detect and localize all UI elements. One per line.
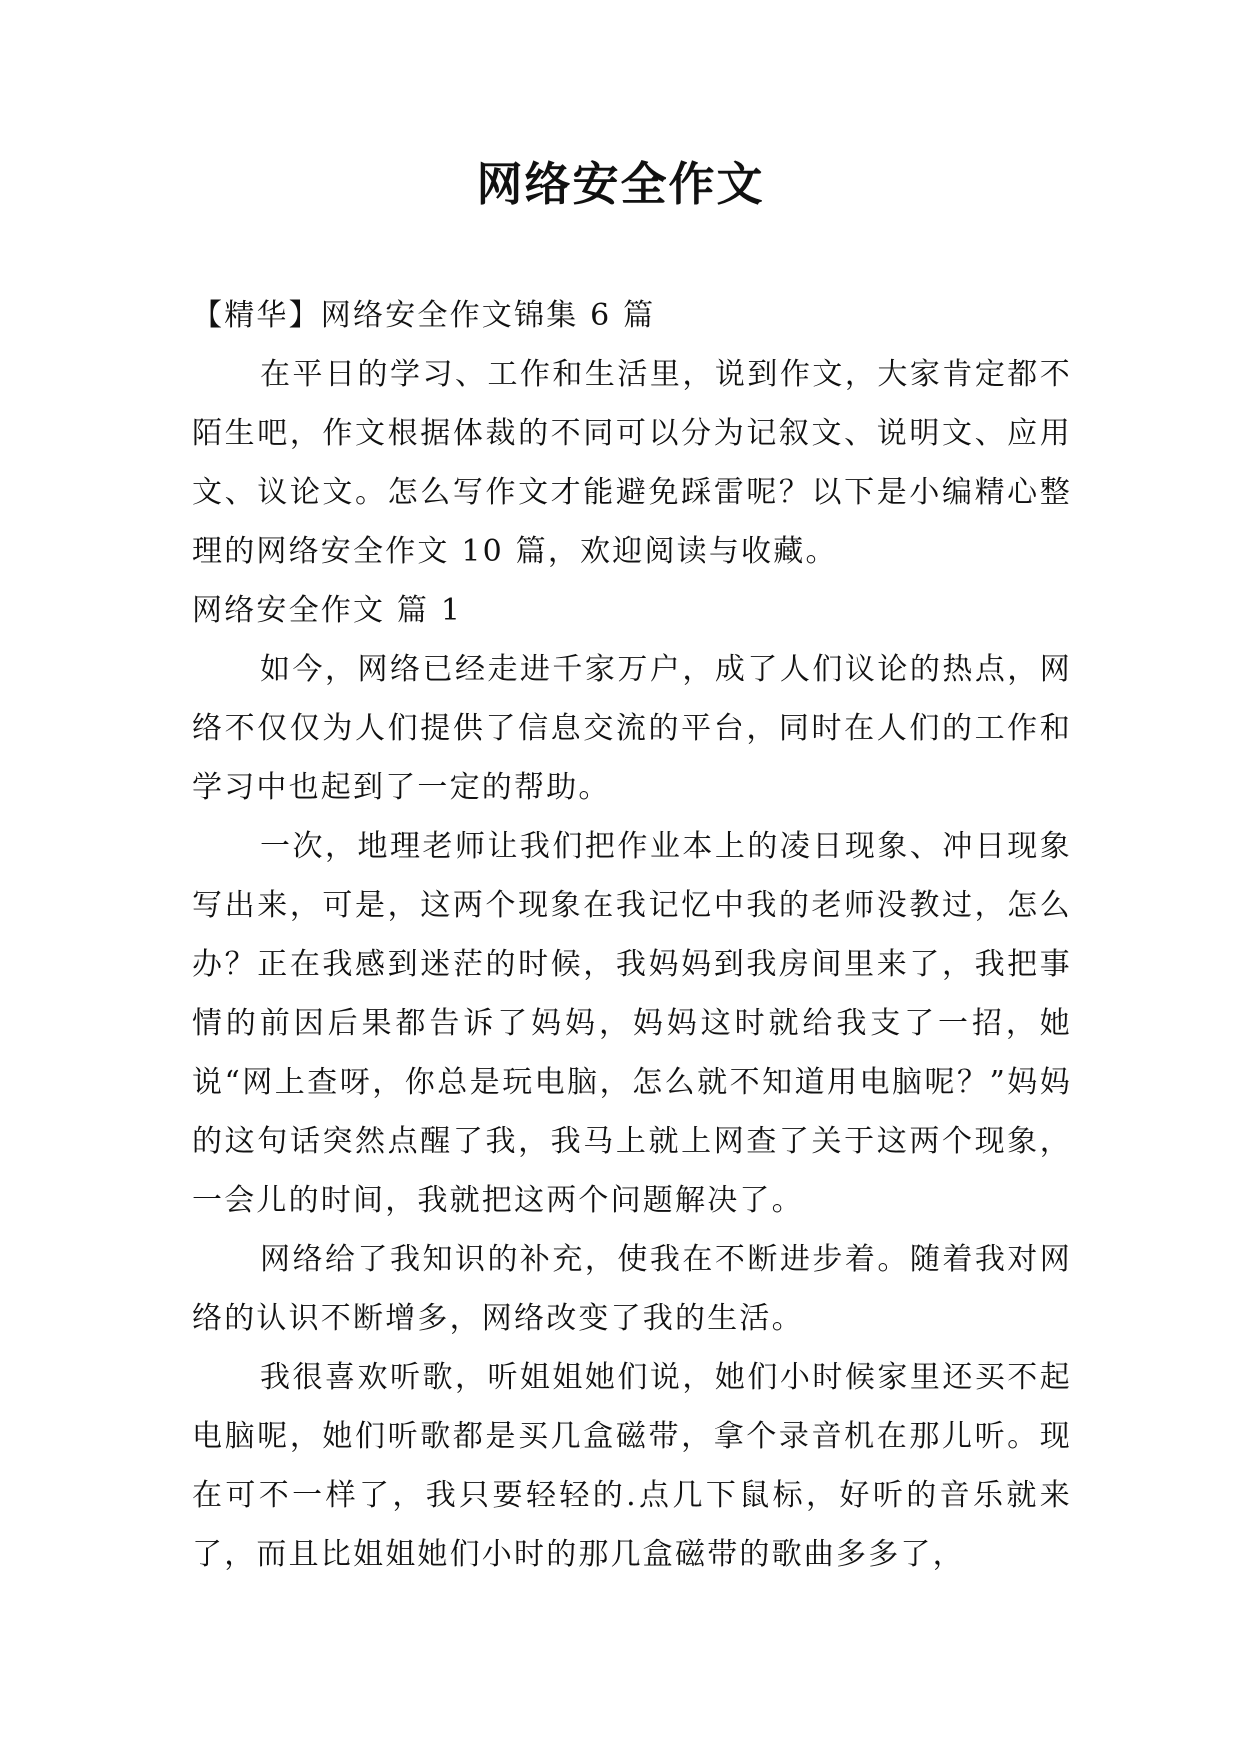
document-body [192,286,1072,1584]
intro-paragraph: 在平日的学习、工作和生活里，说到作文，大家肯定都不陌生吧，作文根据体裁的不同可以分为记叙文、说明文、应用文、议论文。怎么写作文才能避免踩雷呢？以下是小编精心整理的网络安全作文 10 篇，欢迎阅读与收藏。 [192,357,1072,569]
body-paragraph: 我很喜欢听歌，听姐姐她们说，她们小时候家里还买不起电脑呢，她们听歌都是买几盒磁带，拿个录音机在那儿听。现在可不一样了，我只要轻轻的.点几下鼠标，好听的音乐就来了，而且比姐姐她们小时的那几盒磁带的歌曲多多了， [192,1360,1072,1572]
body-paragraph: 网络给了我知识的补充，使我在不断进步着。随着我对网络的认识不断增多，网络改变了我的生活。 [192,1242,1072,1336]
page-title: 网络安全作文 [476,157,765,211]
section-heading: 网络安全作文 篇 1 [192,593,463,628]
document-subtitle: 【精华】网络安全作文锦集 6 篇 [192,298,656,333]
body-paragraph: 如今，网络已经走进千家万户，成了人们议论的热点，网络不仅仅为人们提供了信息交流的平台，同时在人们的工作和学习中也起到了一定的帮助。 [192,652,1072,805]
body-paragraph: 一次，地理老师让我们把作业本上的凌日现象、冲日现象写出来，可是，这两个现象在我记忆中我的老师没教过，怎么办？正在我感到迷茫的时候，我妈妈到我房间里来了，我把事情的前因后果都告诉了妈妈，妈妈这时就给我支了一招，她说“网上查呀，你总是玩电脑，怎么就不知道用电脑呢？”妈妈的这句话突然点醒了我，我马上就上网查了关于这两个现象，一会儿的时间，我就把这两个问题解决了。 [192,829,1072,1218]
